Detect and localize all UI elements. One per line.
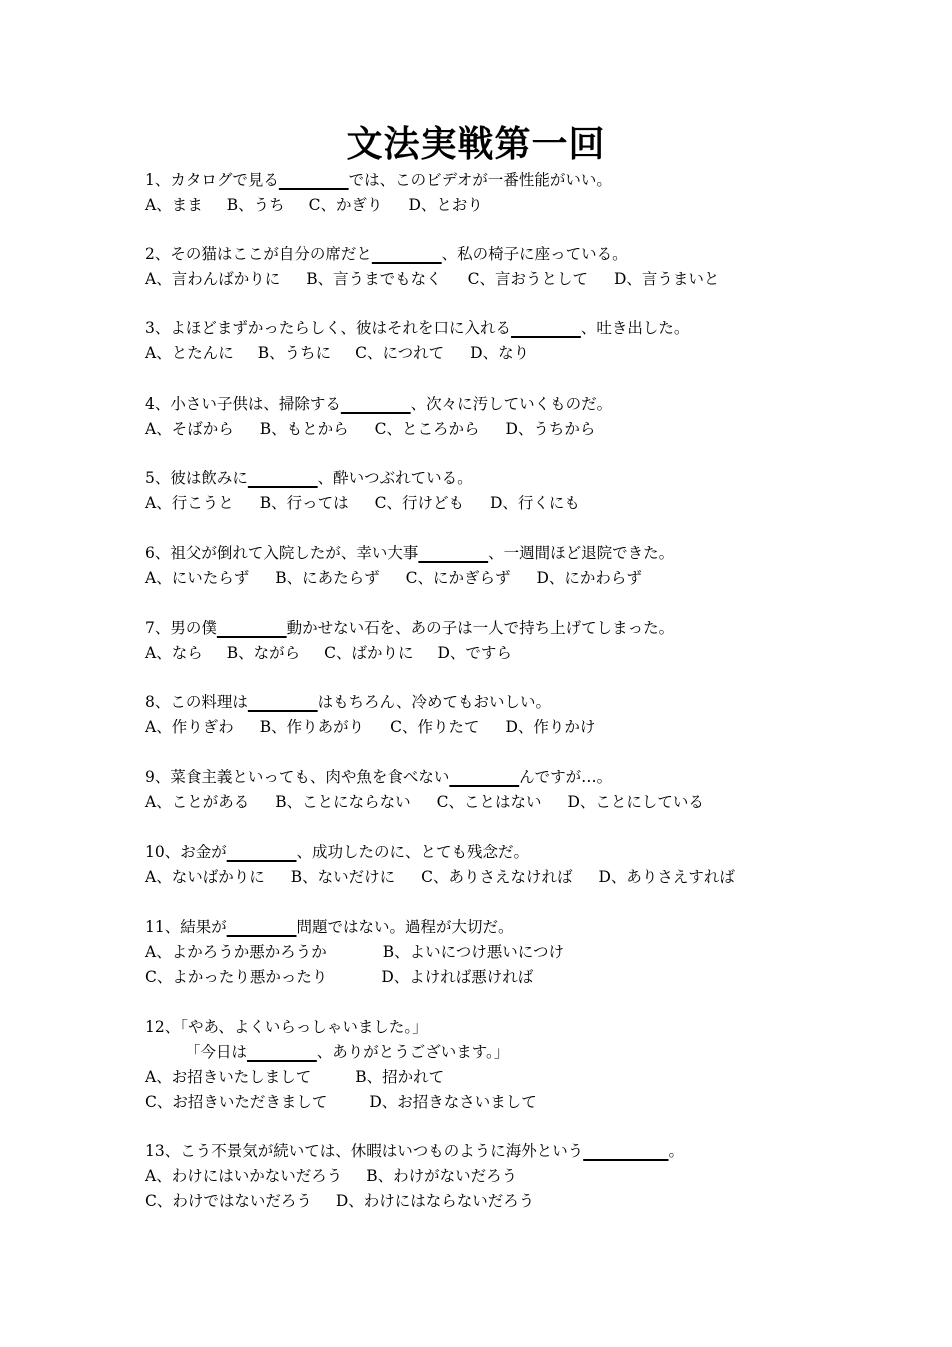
answer-option[interactable]: B、よいにつけ悪いにつけ (382, 943, 564, 961)
answer-option[interactable]: C、作りたて (390, 718, 480, 736)
answer-option[interactable]: B、ないだけに (290, 868, 396, 886)
answer-blank: _________ (449, 768, 520, 786)
answer-option[interactable]: A、言わんばかりに (145, 270, 281, 288)
question-text-segment: 12、「やあ、よくいらっしゃいました。」 (145, 1018, 428, 1036)
question-text-segment: 問題ではない。過程が大切だ。 (296, 918, 514, 936)
question-text (145, 168, 925, 193)
question-text-segment: 3、よほどまずかったらしく、彼はそれを口に入れる (145, 319, 512, 337)
question-text-segment: はもちろん、冷めてもおいしい。 (317, 693, 552, 711)
question-text (145, 840, 925, 865)
question-text (145, 466, 925, 491)
options-row (145, 1065, 925, 1090)
question-text-segment: 、次々に汚していくものだ。 (410, 395, 613, 413)
question-8 (145, 690, 925, 740)
question-5 (145, 466, 925, 516)
answer-option[interactable]: D、うちから (505, 420, 596, 438)
answer-option[interactable]: A、そばから (145, 420, 234, 438)
question-9 (145, 765, 925, 815)
question-text-segment: では、このビデオが一番性能がいい。 (348, 171, 612, 189)
options-row (145, 790, 925, 815)
question-text-segment: 11、結果が (145, 918, 227, 936)
options-row (145, 641, 925, 666)
answer-option[interactable]: B、もとから (259, 420, 349, 438)
answer-option[interactable]: C、お招きいただきまして (145, 1093, 328, 1111)
question-text (145, 616, 925, 641)
question-4 (145, 392, 925, 442)
question-text (145, 1040, 925, 1065)
answer-option[interactable]: A、ないばかりに (145, 868, 265, 886)
answer-option[interactable]: D、言うまいと (613, 270, 720, 288)
question-text (145, 541, 925, 566)
answer-option[interactable]: C、ばかりに (324, 644, 414, 662)
answer-option[interactable]: D、わけにはならないだろう (335, 1192, 535, 1210)
question-text-segment: 。 (668, 1142, 684, 1160)
question-1 (145, 168, 925, 218)
answer-option[interactable]: A、まま (145, 196, 203, 214)
question-text-segment: 、一週間ほど退院できた。 (488, 544, 675, 562)
question-text-segment: 13、こう不景気が続いては、休暇はいつものように海外という (145, 1142, 584, 1160)
question-text-segment: 、酔いつぶれている。 (317, 469, 473, 487)
answer-option[interactable]: C、わけではないだろう (145, 1192, 312, 1210)
question-text (145, 392, 925, 417)
answer-blank: _________ (340, 395, 411, 413)
answer-option[interactable]: A、お招きいたしまして (145, 1068, 312, 1086)
answer-blank: _________ (278, 171, 349, 189)
question-text-segment: 、成功したのに、とても残念だ。 (296, 843, 529, 861)
answer-option[interactable]: C、ことはない (436, 793, 542, 811)
options-row (145, 1164, 925, 1189)
question-text-segment: 、吐き出した。 (580, 319, 690, 337)
answer-option[interactable]: B、ながら (226, 644, 301, 662)
question-text-segment: 4、小さい子供は、掃除する (145, 395, 341, 413)
answer-option[interactable]: B、ことにならない (275, 793, 411, 811)
answer-option[interactable]: B、言うまでもなく (306, 270, 442, 288)
question-text-segment: 10、お金が (145, 843, 227, 861)
answer-option[interactable]: A、行こうと (145, 494, 234, 512)
answer-blank: _________ (247, 469, 318, 487)
answer-option[interactable]: D、ありさえすれば (598, 868, 735, 886)
options-row (145, 341, 925, 366)
question-text-segment: 動かせない石を、あの子は一人で持ち上げてしまった。 (286, 619, 675, 637)
question-text-segment: 、私の椅子に座っている。 (441, 245, 628, 263)
question-text-segment: 、ありがとうございます。」 (316, 1043, 510, 1061)
question-text-segment: 1、カタログで見る (145, 171, 279, 189)
answer-option[interactable]: B、作りあがり (259, 718, 365, 736)
question-text (145, 242, 925, 267)
answer-blank: _________ (418, 544, 489, 562)
answer-option[interactable]: B、行っては (259, 494, 349, 512)
options-row (145, 267, 925, 292)
answer-option[interactable]: D、にかわらず (536, 569, 642, 587)
answer-option[interactable]: C、ところから (374, 420, 480, 438)
question-text-segment: 2、その猫はここが自分の席だと (145, 245, 372, 263)
answer-blank: _________ (371, 245, 442, 263)
answer-option[interactable]: A、わけにはいかないだろう (145, 1167, 343, 1185)
question-11 (145, 915, 925, 990)
answer-blank: _________ (216, 619, 287, 637)
answer-option[interactable]: D、よければ悪ければ (381, 968, 534, 986)
question-text (145, 915, 925, 940)
answer-option[interactable]: B、招かれて (355, 1068, 445, 1086)
answer-option[interactable]: D、なり (470, 344, 530, 362)
question-3 (145, 316, 925, 366)
answer-option[interactable]: A、にいたらず (145, 569, 250, 587)
answer-blank: _________ (226, 918, 297, 936)
question-text (145, 1139, 925, 1164)
question-2 (145, 242, 925, 292)
answer-option[interactable]: A、ことがある (145, 793, 250, 811)
question-text (145, 1015, 925, 1040)
options-row (145, 715, 925, 740)
answer-option[interactable]: D、とおり (408, 196, 483, 214)
options-row (145, 1090, 925, 1115)
answer-option[interactable]: A、作りぎわ (145, 718, 234, 736)
answer-option[interactable]: D、ことにしている (567, 793, 704, 811)
question-text-segment: 9、菜食主義といっても、肉や魚を食べない (145, 768, 450, 786)
answer-option[interactable]: C、よかったり悪かったり (145, 968, 328, 986)
options-row (145, 940, 925, 965)
answer-option[interactable]: C、につれて (355, 344, 445, 362)
answer-blank: _________ (226, 843, 297, 861)
answer-option[interactable]: C、かぎり (308, 196, 383, 214)
answer-option[interactable]: D、行くにも (489, 494, 580, 512)
answer-blank: _________ (247, 693, 318, 711)
question-text-segment: んですが…。 (519, 768, 613, 786)
question-10 (145, 840, 925, 890)
question-text-segment: 5、彼は飲みに (145, 469, 248, 487)
options-row (145, 193, 925, 218)
question-6 (145, 541, 925, 591)
options-row (145, 965, 925, 990)
question-text-segment: 6、祖父が倒れて入院したが、幸い大事 (145, 544, 419, 562)
question-text-segment: 8、この料理は (145, 693, 248, 711)
options-row (145, 1189, 925, 1214)
answer-blank: ___________ (583, 1142, 669, 1160)
answer-blank: _________ (247, 1043, 317, 1061)
answer-option[interactable]: B、わけがないだろう (366, 1167, 518, 1185)
question-text-segment: 7、男の僕 (145, 619, 217, 637)
answer-option[interactable]: A、よかろうか悪かろうか (145, 943, 327, 961)
options-row (145, 566, 925, 591)
answer-option[interactable]: B、うちに (257, 344, 332, 362)
answer-option[interactable]: A、とたんに (145, 344, 234, 362)
answer-option[interactable]: D、ですら (437, 644, 512, 662)
page-title: 文法実戦第一回 (346, 124, 606, 165)
answer-option[interactable]: C、行けども (374, 494, 464, 512)
answer-option[interactable]: A、なら (145, 644, 203, 662)
answer-option[interactable]: C、ありさえなければ (421, 868, 573, 886)
question-text-segment: 「今日は (185, 1043, 248, 1061)
answer-option[interactable]: B、にあたらず (275, 569, 380, 587)
answer-option[interactable]: B、うち (226, 196, 285, 214)
answer-option[interactable]: D、作りかけ (505, 718, 596, 736)
answer-blank: _________ (511, 319, 581, 337)
question-text (145, 690, 925, 715)
options-row (145, 417, 925, 442)
question-13 (145, 1139, 925, 1214)
question-text (145, 316, 925, 341)
answer-option[interactable]: C、にかぎらず (405, 569, 511, 587)
question-7 (145, 616, 925, 666)
answer-option[interactable]: D、お招きなさいまして (369, 1093, 537, 1111)
question-12 (145, 1015, 925, 1115)
options-row (145, 865, 925, 890)
options-row (145, 491, 925, 516)
question-text (145, 765, 925, 790)
answer-option[interactable]: C、言おうとして (467, 270, 588, 288)
